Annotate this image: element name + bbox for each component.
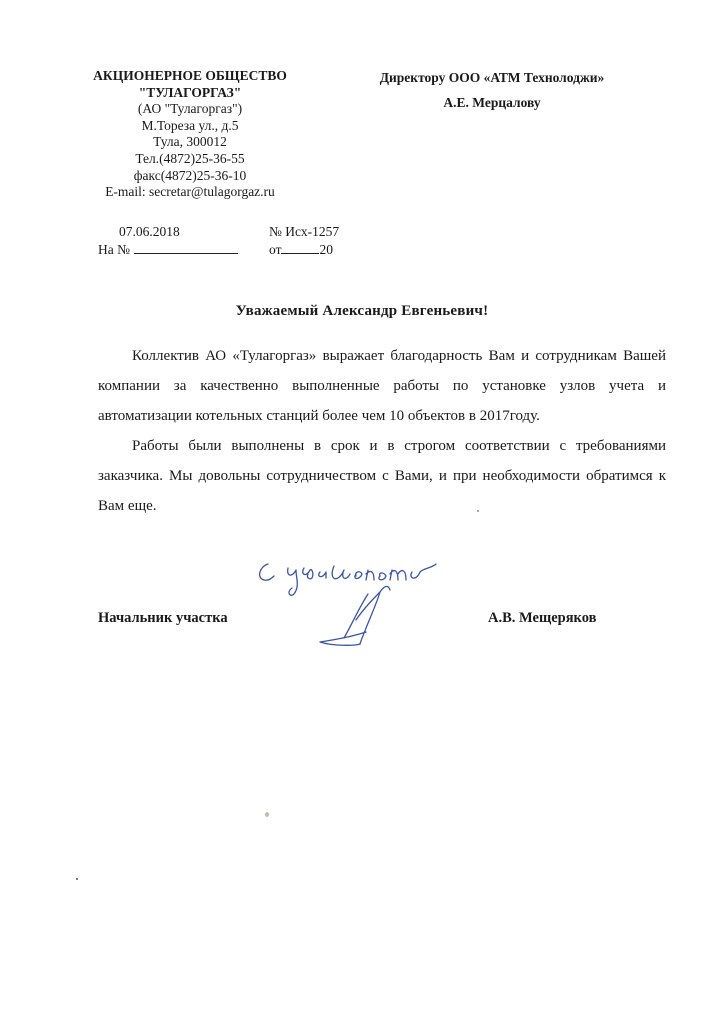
body-paragraph-2: Работы были выполнены в срок и в строгом соответствии с требованиями заказчика. Мы довольны сотрудничеством с Вами, и при необходимости обратимся к Вам еще. xyxy=(98,438,666,514)
scan-speck xyxy=(265,812,269,817)
sender-block xyxy=(80,68,300,201)
sender-phone: Тел.(4872)25-36-55 xyxy=(135,150,245,166)
handwritten-signature xyxy=(248,546,458,656)
sender-short-name: (АО "Тулагоргаз") xyxy=(137,101,243,117)
body-paragraph-1: Коллектив АО «Тулагоргаз» выражает благодарность Вам и сотрудникам Вашей компании за качественно выполненные работы по установке узлов учета и автоматизации котельных станций более чем 10 объектов в 2017году. xyxy=(98,348,666,424)
reply-date-suffix: 20 xyxy=(319,242,333,257)
addressee-block xyxy=(362,70,622,111)
scan-speck xyxy=(76,878,78,880)
sender-address: М.Тореза ул., д.5 xyxy=(141,117,239,133)
sender-city: Тула, 300012 xyxy=(153,134,227,150)
signatory-name: А.В. Мещеряков xyxy=(488,610,597,626)
reply-date-field xyxy=(269,241,333,258)
salutation: Уважаемый Александр Евгеньевич! xyxy=(235,303,489,319)
reply-number-blank xyxy=(134,241,238,254)
sender-email: E-mail: secretar@tulagorgaz.ru xyxy=(105,184,275,200)
scan-speck xyxy=(477,510,479,512)
sender-company-name: "ТУЛАГОРГАЗ" xyxy=(138,84,242,100)
reply-number-label: На № xyxy=(98,242,130,257)
letter-body xyxy=(98,341,666,521)
sender-fax: факс(4872)25-36-10 xyxy=(133,167,247,183)
addressee-name: А.Е. Мерцалову xyxy=(443,95,541,110)
sender-company-type: АКЦИОНЕРНОЕ ОБЩЕСТВО xyxy=(93,68,287,83)
addressee-position: Директору ООО «АТМ Технолоджи» xyxy=(379,70,605,85)
reply-number-field xyxy=(98,241,238,258)
letter-date: 07.06.2018 xyxy=(119,224,180,239)
letter-number: № Исх-1257 xyxy=(269,224,340,239)
reply-date-blank xyxy=(281,241,319,254)
signatory-position: Начальник участка xyxy=(98,610,228,626)
reply-date-label: от xyxy=(269,242,282,257)
